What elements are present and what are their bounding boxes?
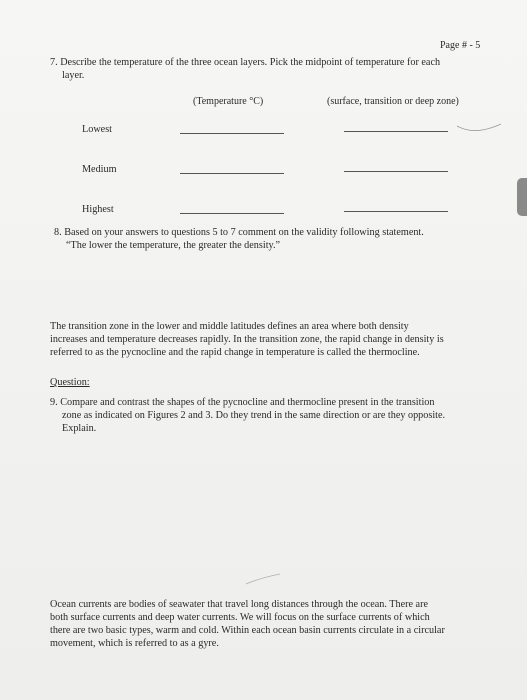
question-9 bbox=[50, 396, 490, 435]
question-9-line-2: zone as indicated on Figures 2 and 3. Do they trend in the same direction or are they opposite. bbox=[62, 410, 446, 421]
paragraph-2-line-1: Ocean currents are bodies of seawater that travel long distances through the ocean. There are bbox=[50, 599, 428, 610]
column-header-zone: (surface, transition or deep zone) bbox=[327, 96, 459, 107]
paragraph-1-line-3: referred to as the pycnocline and the rapid change in temperature is called the thermocline. bbox=[50, 347, 420, 358]
paragraph-1-line-2: increases and temperature decreases rapidly. In the transition zone, the rapid change in density is bbox=[50, 334, 444, 345]
question-7-number: 7. bbox=[50, 57, 58, 68]
ocean-currents-paragraph bbox=[50, 598, 490, 650]
answer-line-lowest-temp[interactable] bbox=[180, 133, 284, 134]
paragraph-1-line-1: The transition zone in the lower and middle latitudes defines an area where both density bbox=[50, 321, 409, 332]
answer-line-medium-zone[interactable] bbox=[344, 171, 448, 172]
column-header-temperature: (Temperature °C) bbox=[193, 96, 264, 107]
pencil-mark bbox=[455, 120, 505, 138]
question-heading: Question: bbox=[50, 377, 90, 388]
question-9-line-1: 9. Compare and contrast the shapes of the pycnocline and thermocline present in the transition bbox=[50, 397, 435, 408]
answer-line-medium-temp[interactable] bbox=[180, 173, 284, 174]
pencil-mark bbox=[244, 572, 284, 588]
question-8-line-1: 8. Based on your answers to questions 5 to 7 comment on the validity following statement. bbox=[54, 227, 424, 238]
transition-zone-paragraph bbox=[50, 320, 490, 359]
question-9-line-3: Explain. bbox=[62, 423, 97, 434]
answer-line-highest-temp[interactable] bbox=[180, 213, 284, 214]
answer-line-highest-zone[interactable] bbox=[344, 211, 448, 212]
question-7-text: Describe the temperature of the three ocean layers. Pick the midpoint of temperature for each bbox=[60, 57, 441, 68]
paragraph-2-line-4: movement, which is referred to as a gyre. bbox=[50, 638, 219, 649]
paragraph-2-line-2: both surface currents and deep water currents. We will focus on the surface currents of which bbox=[50, 612, 430, 623]
question-8 bbox=[54, 226, 474, 252]
page-number: Page # - 5 bbox=[440, 40, 481, 51]
question-7-text-cont: layer. bbox=[62, 70, 85, 81]
paragraph-2-line-3: there are two basic types, warm and cold. Within each ocean basin currents circulate in a circular bbox=[50, 625, 445, 636]
scrollbar-thumb[interactable] bbox=[517, 178, 527, 216]
row-label-lowest: Lowest bbox=[82, 124, 112, 135]
row-label-highest: Highest bbox=[82, 204, 114, 215]
question-8-line-2: “The lower the temperature, the greater the density.” bbox=[66, 240, 281, 251]
answer-line-lowest-zone[interactable] bbox=[344, 131, 448, 132]
row-label-medium: Medium bbox=[82, 164, 117, 175]
question-7 bbox=[50, 56, 490, 82]
